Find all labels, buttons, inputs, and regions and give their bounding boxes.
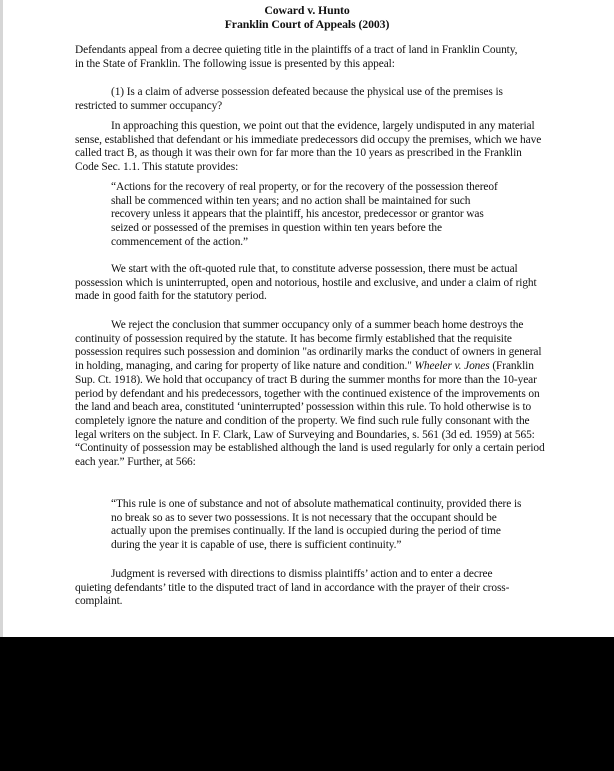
judgment-paragraph: Judgment is reversed with directions to dismiss plaintiffs’ action and to enter a decree quieting defendants’ title to the disputed tract of land in accordance with the prayer of their cross-complaint.	[75, 568, 510, 608]
intro-paragraph: Defendants appeal from a decree quieting title in the plaintiffs of a tract of land in Franklin County, in the State of Franklin. The following issue is presented by this appeal:	[75, 44, 518, 70]
statute-block-quote: “Actions for the recovery of real property, or for the recovery of the possession thereof shall be commenced within ten years; and no action shall be maintained for such recovery unless it appears that the plaintiff, his ancestor, predecessor or grantor was seized or possessed of the premises in question within ten years before the commencement of the action.”	[111, 181, 498, 248]
approach-paragraph: In approaching this question, we point out that the evidence, largely undisputed in any material sense, established that defendant or his immediate predecessors did occupy the premises, which we have called tract B, as though it was their own for far more than the 10 years as prescribed in the Franklin Code Sec. 1.1. This statute provides:	[75, 120, 542, 174]
case-title: Coward v. Hunto	[264, 3, 350, 17]
court-name: Franklin Court of Appeals (2003)	[224, 17, 390, 31]
case-citation: Wheeler v. Jones	[414, 360, 490, 373]
black-background-area	[0, 637, 614, 771]
holding-text-a: We reject the conclusion that summer occupancy only of a summer beach home destroys the continuity of possession required by the statute. It has become firmly established that the requisite possession requires such possession and dominion "as ordinarily marks the conduct of owners in general in holding, managing, and caring for property of like nature and condition."	[75, 319, 542, 373]
holding-paragraph	[75, 319, 547, 470]
holding-text-b: (Franklin Sup. Ct. 1918). We hold that occupancy of tract B during the summer months for more than the 10-year period by defendant and his predecessors, together with the continued existence of the improvements on the land and beach area, constituted ‘uninterrupted’ possession within this rule. To hold otherwise is to completely ignore the nature and condition of the property. We find such rule fully consonant with the legal writers on the subject. In F. Clark, Law of Surveying and Boundaries, s. 561 (3d ed. 1959) at 565: “Continuity of possession may be established although the land is used regularly for only a certain period each year.” Further, at 566:	[75, 360, 545, 469]
issue-paragraph: (1) Is a claim of adverse possession defeated because the physical use of the premises is restricted to summer occupancy?	[75, 86, 503, 112]
rule-paragraph: We start with the oft-quoted rule that, to constitute adverse possession, there must be actual possession which is uninterrupted, open and notorious, hostile and exclusive, and under a claim of right made in good faith for the statutory period.	[75, 263, 537, 303]
treatise-block-quote: “This rule is one of substance and not of absolute mathematical continuity, provided there is no break so as to sever two possessions. It is not necessary that the occupant should be actually upon the premises continually. If the land is occupied during the period of time during the year it is capable of use, there is sufficient continuity.”	[111, 498, 522, 552]
page-edge-divider	[0, 0, 3, 637]
